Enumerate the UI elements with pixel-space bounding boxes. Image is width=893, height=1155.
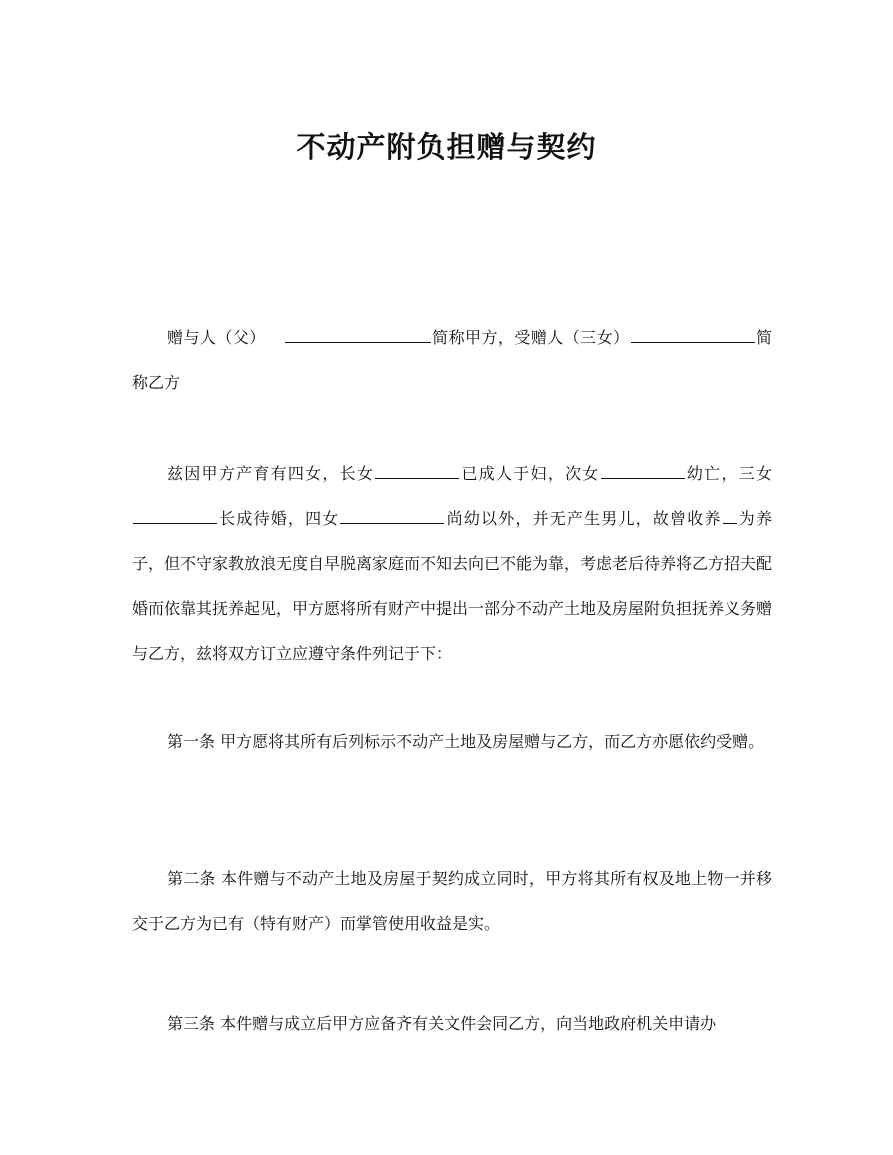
recipient-abbrev: 简称乙方 bbox=[132, 328, 772, 392]
third-daughter-blank bbox=[133, 505, 217, 524]
article-1: 第一条 甲方愿将其所有后列标示不动产土地及房屋赠与乙方，而乙方亦愿依约受赠。 bbox=[167, 732, 765, 751]
second-daughter-blank bbox=[601, 460, 685, 479]
eldest-daughter-blank bbox=[375, 460, 459, 479]
adopted-son-blank bbox=[723, 505, 737, 524]
donor-label: 赠与人（父） bbox=[167, 328, 266, 347]
background-text-1: 兹因甲方产育有四女，长女 bbox=[167, 464, 375, 483]
recipient-name-blank bbox=[631, 324, 755, 343]
background-text-5: 尚幼以外，并无产生男儿，故曾收养 bbox=[445, 509, 722, 528]
background-text-6: 为养子，但不守家教放浪无度自早脱离家庭而不知去向已不能为靠，考虑老后待养将乙方招夫配婚而依靠其抚养起见，甲方愿将所有财产中提出一部分不动产土地及房屋附负担抚养义务赠与乙方，兹将双方订立应遵守条件列记于下： bbox=[132, 509, 773, 663]
background-text-2: 已成人于妇，次女 bbox=[460, 464, 600, 483]
article-2: 第二条 本件赠与不动产土地及房屋于契约成立同时，甲方将其所有权及地上物一并移交于乙方为已有（特有财产）而掌管使用收益是实。 bbox=[132, 869, 772, 933]
document-title: 不动产附负担赠与契约 bbox=[296, 130, 597, 165]
fourth-daughter-blank bbox=[340, 505, 444, 524]
paragraph-parties bbox=[132, 315, 772, 405]
background-text-4: 长成待婚，四女 bbox=[218, 509, 340, 528]
recipient-label: 简称甲方，受赠人（三女） bbox=[431, 328, 630, 347]
donor-name-blank bbox=[285, 324, 431, 343]
article-3: 第三条 本件赠与成立后甲方应备齐有关文件会同乙方，向当地政府机关申请办 bbox=[167, 1014, 717, 1033]
paragraph-background bbox=[132, 451, 772, 676]
background-text-3: 幼亡，三女 bbox=[685, 464, 772, 483]
